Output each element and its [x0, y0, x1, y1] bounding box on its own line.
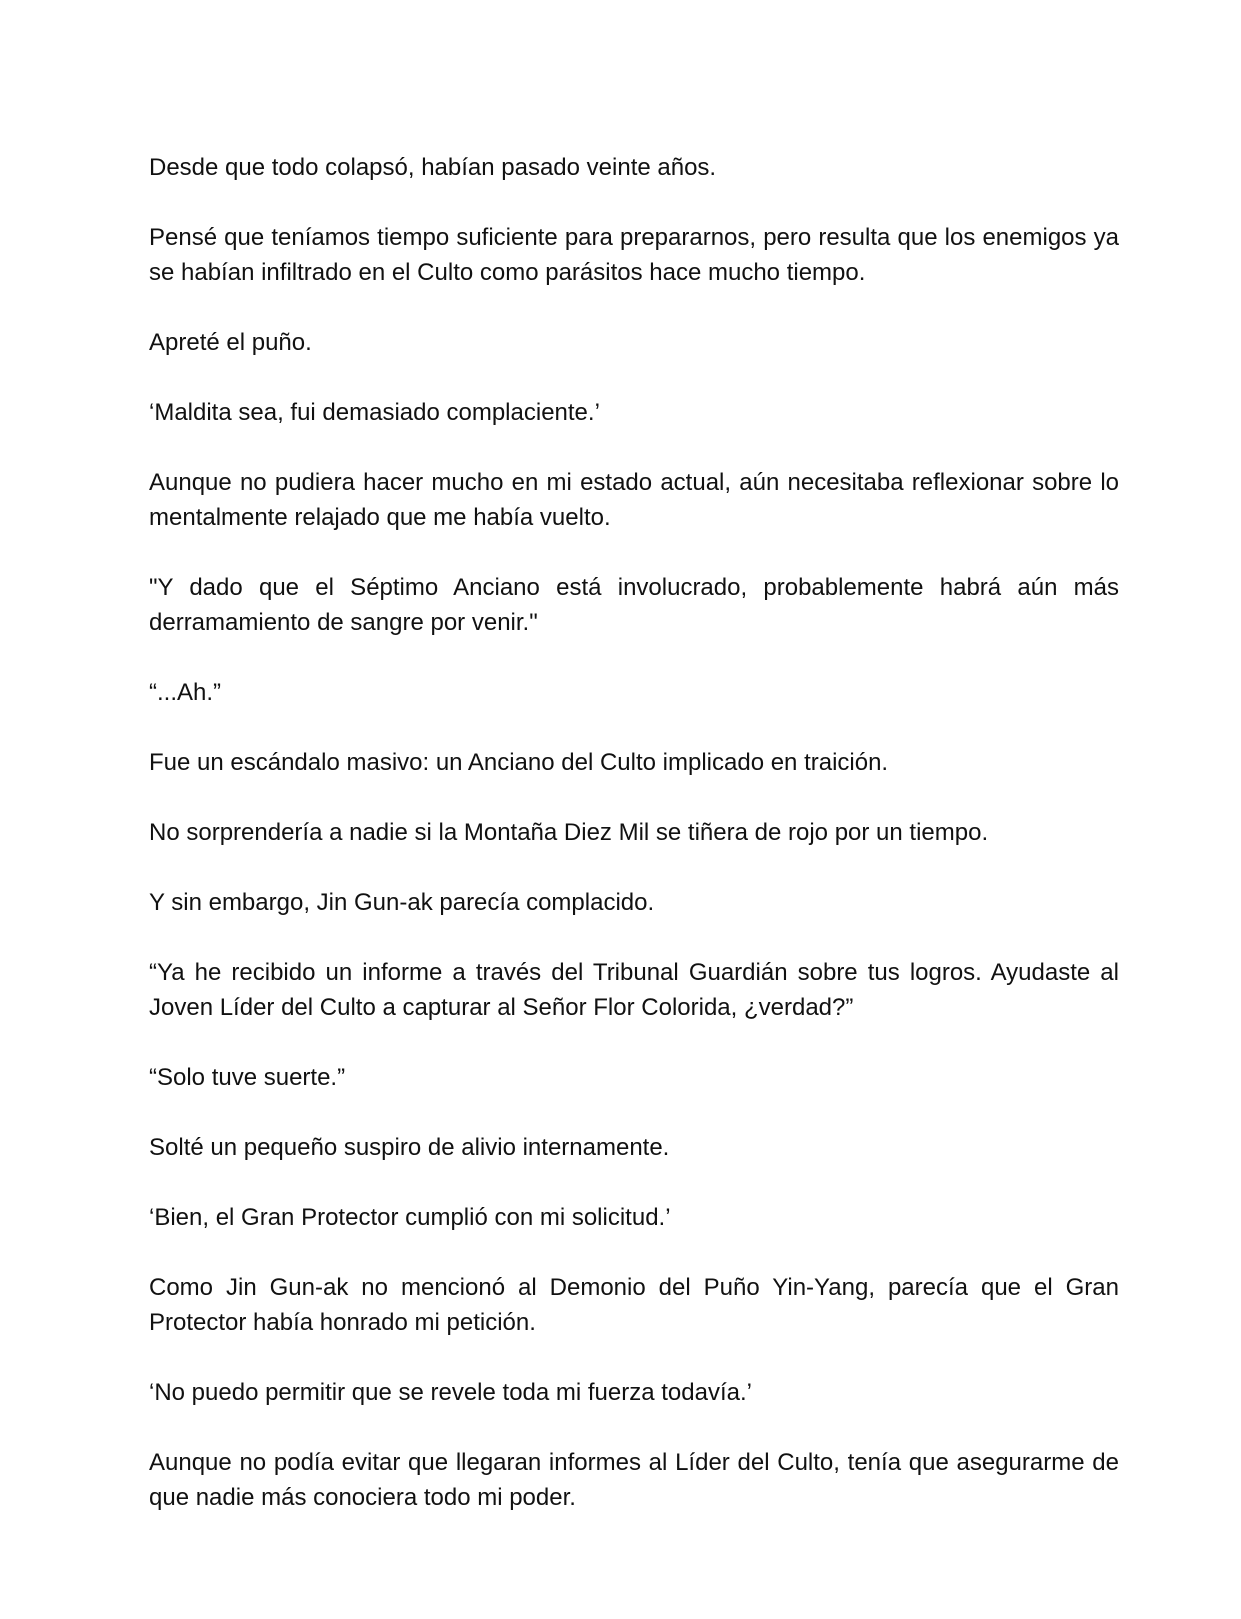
paragraph-8: Fue un escándalo masivo: un Anciano del Culto implicado en traición.: [149, 749, 889, 776]
paragraph-13: Solté un pequeño suspiro de alivio internamente.: [149, 1134, 670, 1161]
paragraph-10: Y sin embargo, Jin Gun-ak parecía complacido.: [149, 889, 655, 916]
paragraph-14: ‘Bien, el Gran Protector cumplió con mi solicitud.’: [149, 1204, 671, 1231]
paragraph-6: "Y dado que el Séptimo Anciano está involucrado, probablemente habrá aún más derramamiento de sangre por venir.": [149, 574, 1119, 636]
paragraph-16: ‘No puedo permitir que se revele toda mi fuerza todavía.’: [149, 1379, 752, 1406]
paragraph-3: Apreté el puño.: [149, 329, 312, 356]
paragraph-12: “Solo tuve suerte.”: [149, 1064, 346, 1091]
paragraph-1: Desde que todo colapsó, habían pasado veinte años.: [149, 154, 717, 181]
paragraph-9: No sorprendería a nadie si la Montaña Diez Mil se tiñera de rojo por un tiempo.: [149, 819, 989, 846]
paragraph-15: Como Jin Gun-ak no mencionó al Demonio del Puño Yin-Yang, parecía que el Gran Protector había honrado mi petición.: [149, 1274, 1119, 1336]
paragraph-7: “...Ah.”: [149, 679, 222, 706]
paragraph-17: Aunque no podía evitar que llegaran informes al Líder del Culto, tenía que asegurarme de que nadie más conociera todo mi poder.: [149, 1449, 1119, 1511]
paragraph-2: Pensé que teníamos tiempo suficiente para prepararnos, pero resulta que los enemigos ya se habían infiltrado en el Culto como parásitos hace mucho tiempo.: [149, 224, 1119, 286]
paragraph-5: Aunque no pudiera hacer mucho en mi estado actual, aún necesitaba reflexionar sobre lo mentalmente relajado que me había vuelto.: [149, 469, 1119, 531]
paragraph-11: “Ya he recibido un informe a través del Tribunal Guardián sobre tus logros. Ayudaste al Joven Líder del Culto a capturar al Señor Flor Colorida, ¿verdad?”: [149, 959, 1119, 1021]
document-page: [149, 150, 1119, 1515]
paragraph-4: ‘Maldita sea, fui demasiado complaciente.’: [149, 399, 600, 426]
